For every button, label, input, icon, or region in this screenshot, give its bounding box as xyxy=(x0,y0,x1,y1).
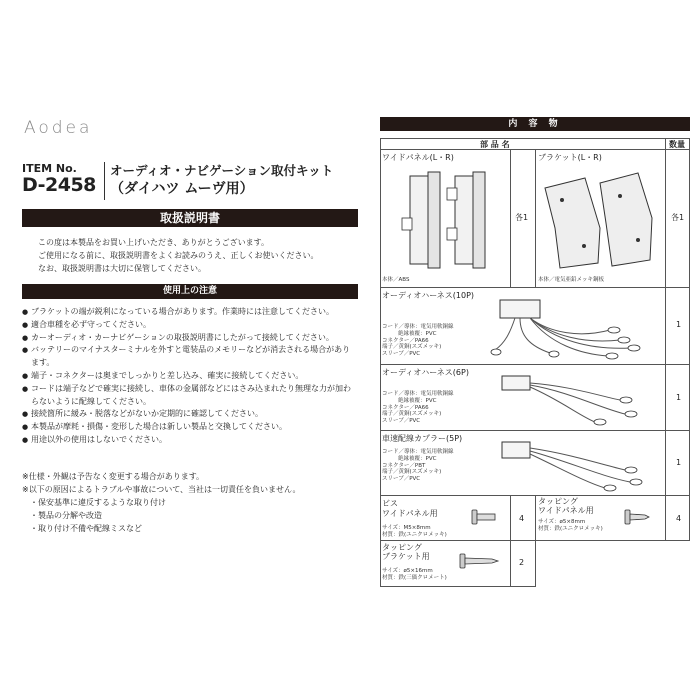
note-line: ※仕様・外観は予告なく変更する場合があります。 xyxy=(22,472,205,481)
caution-item: ● カーオーディオ・カーナビゲーションの取扱説明書にしたがって接続してください。 xyxy=(22,332,358,345)
tapping-bracket-image xyxy=(460,552,504,572)
speed-coupler-image xyxy=(500,440,660,492)
caution-item: ● 用途以外の使用はしないでください。 xyxy=(22,434,358,447)
intro-line: ご使用になる前に、取扱説明書をよくお読みのうえ、正しくお使いください。 xyxy=(38,251,319,260)
col-header-qty: 数量 xyxy=(669,140,685,149)
title-divider xyxy=(104,162,105,200)
notes xyxy=(22,470,301,535)
intro-line: なお、取扱説明書は大切に保管してください。 xyxy=(38,264,206,273)
bracket-qty: 各1 xyxy=(671,213,685,222)
note-line: ・製品の分解や改造 xyxy=(30,511,102,520)
caution-title-bar: 使用上の注意 xyxy=(22,284,358,299)
tapping-wide-name: タッピング xyxy=(538,497,578,506)
bracket-spec: 本体／電気亜鉛メッキ鋼板 xyxy=(538,277,605,283)
caution-list xyxy=(22,306,358,447)
tapping-wide-qty: 4 xyxy=(676,514,682,523)
caution-item: ● バッテリーのマイナスターミナルを外すと電装品のメモリーなどが消去される場合があります。 xyxy=(22,344,358,370)
screw-spec: サイズ：M5×8mm 材質：鉄(ユニクロメッキ) xyxy=(382,525,447,538)
harness-10p-qty: 1 xyxy=(676,320,682,329)
tapping-bracket-purpose: ブラケット用 xyxy=(382,552,430,561)
item-number-label: ITEM No. xyxy=(22,162,77,175)
harness-10p-name: オーディオハーネス(10P) xyxy=(382,291,475,300)
note-line: ※以下の原因によるトラブルや事故について、当社は一切責任を負いません。 xyxy=(22,485,301,494)
tapping-bracket-qty: 2 xyxy=(519,558,525,567)
product-subtitle: （ダイハツ ムーヴ用） xyxy=(110,181,254,197)
caution-item: ● 本製品が摩耗・損傷・変形した場合は新しい製品と交換してください。 xyxy=(22,421,358,434)
speed-coupler-name: 車速配線カプラー(5P) xyxy=(382,434,463,443)
caution-item: ● ブラケットの端が鋭利になっている場合があります。作業時には注意してください。 xyxy=(22,306,358,319)
brand-logo: Aodea xyxy=(24,118,93,138)
tapping-wide-image xyxy=(625,508,655,528)
screw-image xyxy=(472,508,502,528)
bracket-image xyxy=(540,168,660,276)
screw-purpose: ワイドパネル用 xyxy=(382,509,438,518)
harness-6p-spec: コード／導体：電気用軟銅線 絶縁被覆：PVC コネクター／PA66 端子／黄銅(スズメッキ) スリーブ／PVC xyxy=(382,391,454,425)
caution-item: ● 端子・コネクターは奥までしっかりと差し込み、確実に接続してください。 xyxy=(22,370,358,383)
tapping-bracket-spec: サイズ：ø5×16mm 材質：鉄(三価クロメート) xyxy=(382,568,447,581)
col-header-parts: 部 品 名 xyxy=(480,140,510,149)
speed-coupler-qty: 1 xyxy=(676,458,682,467)
item-code: D-2458 xyxy=(22,174,96,196)
intro-text xyxy=(38,236,318,275)
wide-panel-image xyxy=(400,168,500,276)
screw-qty: 4 xyxy=(519,514,525,523)
tapping-bracket-name: タッピング xyxy=(382,543,422,552)
contents-table xyxy=(380,138,690,588)
harness-10p-image xyxy=(490,298,660,360)
harness-6p-name: オーディオハーネス(6P) xyxy=(382,368,469,377)
caution-item: ● コードは端子などで確実に接続し、車体の金属部などにはさみ込まれたり無理な力が加わらないように配線してください。 xyxy=(22,383,358,409)
tapping-wide-purpose: ワイドパネル用 xyxy=(538,506,594,515)
tapping-wide-spec: サイズ：ø5×8mm 材質：鉄(ユニクロメッキ) xyxy=(538,519,603,532)
manual-title-bar: 取扱説明書 xyxy=(22,209,358,227)
note-line: ・保安基準に違反するような取り付け xyxy=(30,498,166,507)
bracket-name: ブラケット(L・R) xyxy=(538,153,602,162)
product-title: オーディオ・ナビゲーション取付キット xyxy=(110,163,334,178)
intro-line: この度は本製品をお買い上げいただき、ありがとうございます。 xyxy=(38,238,270,247)
note-line: ・取り付け不備や配線ミスなど xyxy=(30,524,142,533)
wide-panel-name: ワイドパネル(L・R) xyxy=(382,153,454,162)
harness-6p-image xyxy=(500,374,660,426)
caution-item: ● 適合車種を必ず守ってください。 xyxy=(22,319,358,332)
contents-title-bar: 内 容 物 xyxy=(380,117,690,131)
speed-coupler-spec: コード／導体：電気用軟銅線 絶縁被覆：PVC コネクター／PBT 端子／黄銅(スズメッキ) スリーブ／PVC xyxy=(382,449,454,483)
wide-panel-spec: 本体／ABS xyxy=(382,277,410,283)
harness-6p-qty: 1 xyxy=(676,393,682,402)
wide-panel-qty: 各1 xyxy=(515,213,529,222)
screw-name: ビス xyxy=(382,499,398,508)
caution-item: ● 接続箇所に緩み・脱落などがないか定期的に確認してください。 xyxy=(22,408,358,421)
harness-10p-spec: コード／導体：電気用軟銅線 絶縁被覆：PVC コネクター／PA66 端子／黄銅(スズメッキ) スリーブ／PVC xyxy=(382,324,454,358)
